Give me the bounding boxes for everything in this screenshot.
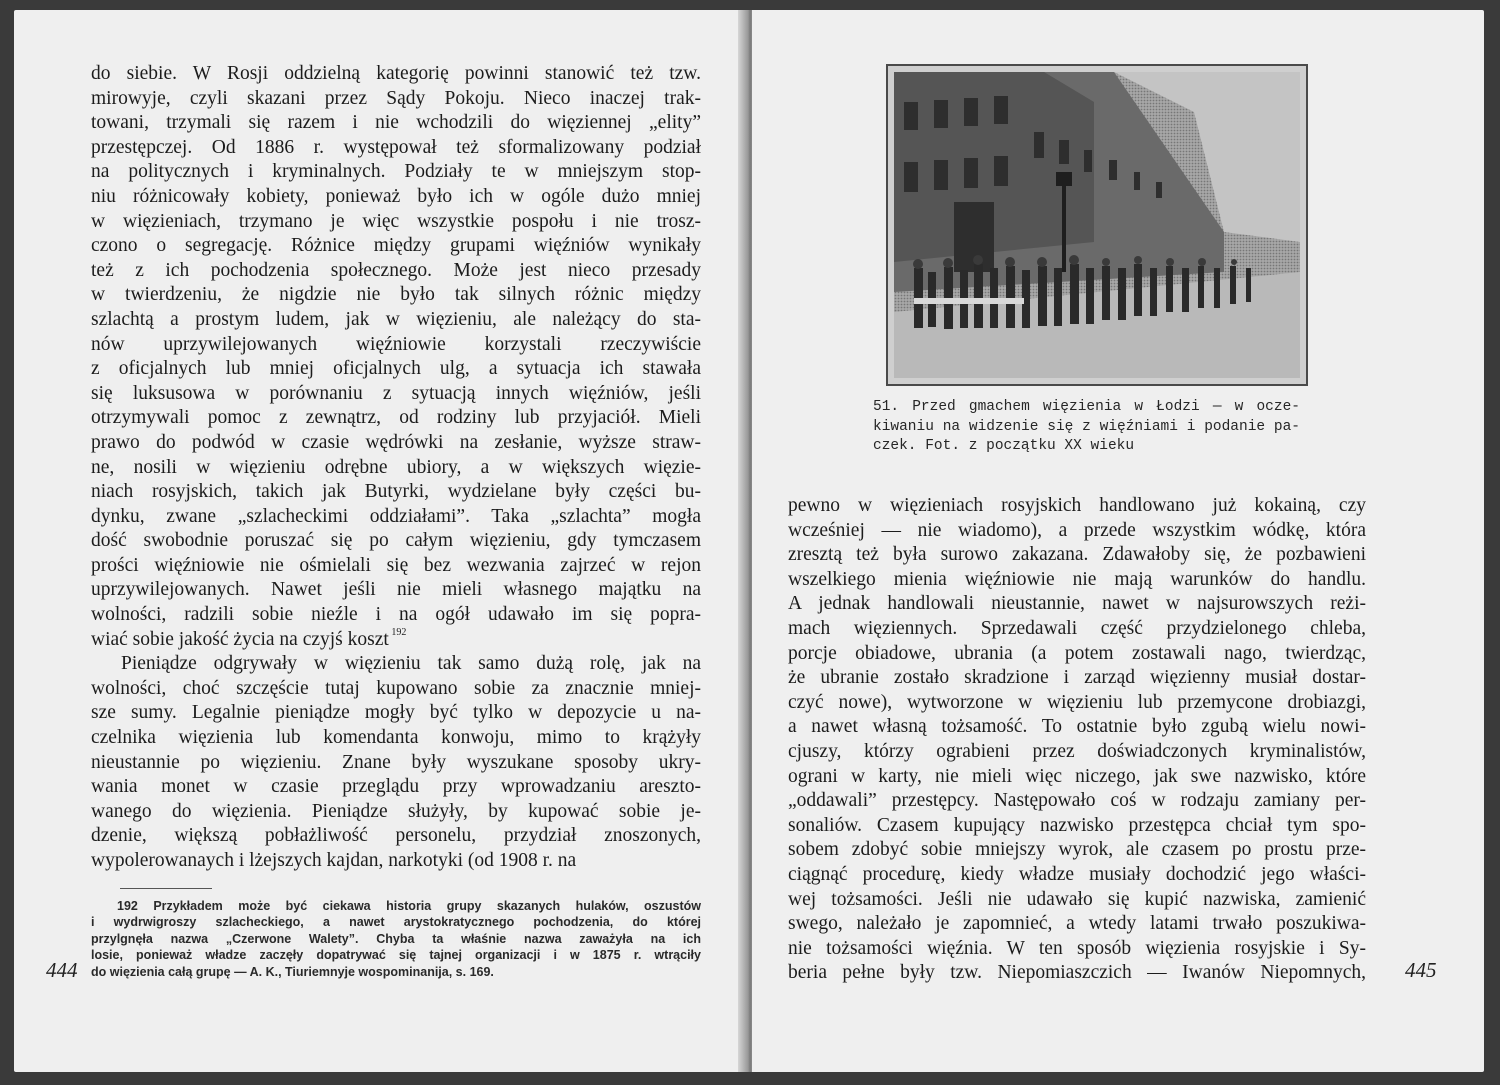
body-line: cjuszy, którzy ograbieni przez doświadczonych kryminalistów, <box>788 740 1366 762</box>
page-number-left: 444 <box>46 958 78 982</box>
body-line: Pieniądze odgrywały w więzieniu tak samo dużą rolę, jak na <box>121 653 701 675</box>
body-line: swego, należało je zapomnieć, a wtedy latami trwało poszukiwa- <box>788 913 1366 935</box>
page-number-right: 445 <box>1405 958 1437 982</box>
body-line: a nawet własną tożsamość. To ostatnie było zgubą wielu nowi- <box>788 716 1366 738</box>
body-line: sonaliów. Czasem kupujący nazwisko przestępca chciał tym spo- <box>788 814 1366 836</box>
caption-line: 51. Przed gmachem więzienia w Łodzi — w ocze- <box>873 399 1300 415</box>
body-line: wszelkiego mienia więźniowie nie mają warunków do handlu. <box>788 568 1366 590</box>
footnotes <box>91 898 701 980</box>
footnote-line: do więzienia całą grupę — A. K., Tiuriemnyje wospominanija, s. 169. <box>91 964 494 979</box>
body-line: nieustannie po więzieniu. Znane były wyszukane sposoby ukry- <box>91 751 701 773</box>
body-line: „oddawali” przestępcy. Następowało coś w rodzaju zamiany per- <box>788 790 1366 812</box>
body-line: prości więźniowie nie ośmielali się bez wezwania zajrzeć w rejon <box>91 554 701 576</box>
body-line: wcześniej — nie wiadomo), a przede wszystkim wódkę, która <box>788 519 1366 541</box>
body-line: wiać sobie jakość życia na czyjś koszt $^{192}$ <box>91 626 407 650</box>
photo-frame <box>886 64 1308 386</box>
body-line: się luksusowa w porównaniu z sytuacją innych więźniów, jeśli <box>91 382 701 404</box>
body-line: w więzieniach, trzymano je więc wszystkie pospołu i nie trosz- <box>91 210 701 232</box>
body-line: mirowyje, czyli skazani przez Sądy Pokoju. Nieco inaczej trak- <box>91 87 701 109</box>
body-line: czyć nowe), wytworzone w więzieniu lub przemycone drobiazgi, <box>788 691 1366 713</box>
body-line: też z ich pochodzenia społecznego. Może jest nieco przesady <box>91 259 701 281</box>
body-line: zresztą też była surowo zakazana. Zdawałoby się, że pozbawieni <box>788 544 1366 566</box>
body-line: dość swobodnie poruszać się po całym więzieniu, gdy tymczasem <box>91 530 701 552</box>
body-line: w twierdzeniu, że nigdzie nie było tak silnych różnic między <box>91 284 701 306</box>
body-line: mach więziennych. Sprzedawali część przydzielonego chleba, <box>788 617 1366 639</box>
right-page-body <box>788 494 1366 986</box>
body-line: sze sumy. Legalnie pieniądze mogły być tylko w depozycie u na- <box>91 702 701 724</box>
body-line: ciągnąć procedurę, kiedy władze musiały dochodzić jego właści- <box>788 863 1366 885</box>
left-page-body <box>91 62 701 874</box>
body-line: niu różnicowały kobiety, ponieważ było ich w ogóle dużo mniej <box>91 185 701 207</box>
body-line: że ubranie zostało skradzione i zarząd więzienny musiał dostar- <box>788 667 1366 689</box>
body-line: wolności, radzili sobie nieźle i na ogół udawało im się popra- <box>91 604 701 626</box>
body-line: ograni w karty, nie mieli więc niczego, jak swe nazwisko, które <box>788 765 1366 787</box>
body-line: sobem zdobyć sobie mniejszy wyrok, ale czasem po prostu prze- <box>788 839 1366 861</box>
body-line: przestępczej. Od 1886 r. występował też sformalizowany podział <box>91 136 701 158</box>
body-line: niach rosyjskich, takich jak Butyrki, wydzielane były części bu- <box>91 481 701 503</box>
body-line: nów uprzywilejowanych więźniowie korzystali rzeczywiście <box>91 333 701 355</box>
body-line: porcje obiadowe, ubrania (a potem zostawali nago, twierdząc, <box>788 642 1366 664</box>
body-line: dzenie, większą pobłażliwość personelu, przydział znoszonych, <box>91 825 701 847</box>
body-line: A jednak handlowali nieustannie, nawet w najsurowszych reżi- <box>788 593 1366 615</box>
body-line: wolności, choć szczęście tutaj kupowano sobie za znacznie mniej- <box>91 677 701 699</box>
body-line: beria pełne były tzw. Niepomiaszczich — Iwanów Niepomnych, <box>788 962 1366 984</box>
footnote-divider <box>120 888 212 889</box>
body-line: pewno w więzieniach rosyjskich handlowano już kokainą, czy <box>788 495 1366 516</box>
body-line: wanego do więzienia. Pieniądze służyły, by kupować sobie je- <box>91 800 701 822</box>
body-line: wania monet w czasie przeglądu przy wprowadzaniu areszto- <box>91 776 701 798</box>
body-line: otrzymywali pomoc z zewnątrz, od rodziny lub przyjaciół. Mieli <box>91 407 701 429</box>
body-line: nie tożsamości więźnia. W ten sposób więzienia rosyjskie i Sy- <box>788 937 1366 959</box>
left-page <box>14 10 744 1072</box>
right-page <box>752 10 1484 1072</box>
body-line: prawo do podwód w czasie wędrówki na zesłanie, wyższe straw- <box>91 431 701 453</box>
footnote-reference: 192 <box>388 626 407 638</box>
body-line: dynku, zwane „szlacheckimi oddziałami”. Taka „szlachta” mogła <box>91 505 701 527</box>
body-line: towani, trzymali się razem i nie wchodzili do więziennej „elity” <box>91 112 701 134</box>
body-line: wypolerowanaych i lżejszych kajdan, narkotyki (od 1908 r. na <box>91 850 577 871</box>
body-line: do siebie. W Rosji oddzielną kategorię powinni stanowić też tzw. <box>91 63 701 84</box>
caption-line: czek. Fot. z początku XX wieku <box>873 438 1135 455</box>
footnote-line: 192 Przykładem może być ciekawa historia grupy skazanych hulaków, oszustów <box>117 899 701 913</box>
footnote-line: i wydrwigroszy szlacheckiego, a nawet arystokratycznego pochodzenia, do której <box>91 915 701 930</box>
body-line: czono o segregację. Różnice między grupami więźniów wynikały <box>91 235 701 257</box>
body-line: czelnika więzienia lub komendanta konwoju, mimo to krążyły <box>91 727 701 749</box>
body-line: szlachtą a prostym ludem, jak w więzieniu, ale należący do sta- <box>91 308 701 330</box>
body-line: uprzywilejowanych. Nawet jeśli nie mieli własnego majątku na <box>91 579 701 601</box>
caption-line: kiwaniu na widzenie się z więźniami i podanie pa- <box>873 418 1300 435</box>
prison-street-photo <box>894 72 1300 378</box>
body-line: z oficjalnych lub mniej oficjalnych ulg, a sytuacja ich stawała <box>91 358 701 380</box>
photo-caption <box>873 398 1300 457</box>
body-line: wej tożsamości. Jeśli nie udawało się kupić nazwiska, zamienić <box>788 888 1366 910</box>
footnote-line: losie, ponieważ władze zaczęły dopatrywać się tajnej organizacji i w 1875 r. wtrąciły <box>91 948 701 963</box>
body-line: na politycznych i kryminalnych. Podziały te w mniejszym stop- <box>91 161 701 183</box>
body-line: ne, nosili w więzieniu odrębne ubiory, a w większych więzie- <box>91 456 701 478</box>
footnote-line: przylgnęła nazwa „Czerwone Walety”. Chyba ta właśnie nazwa zaważyła na ich <box>91 931 701 946</box>
